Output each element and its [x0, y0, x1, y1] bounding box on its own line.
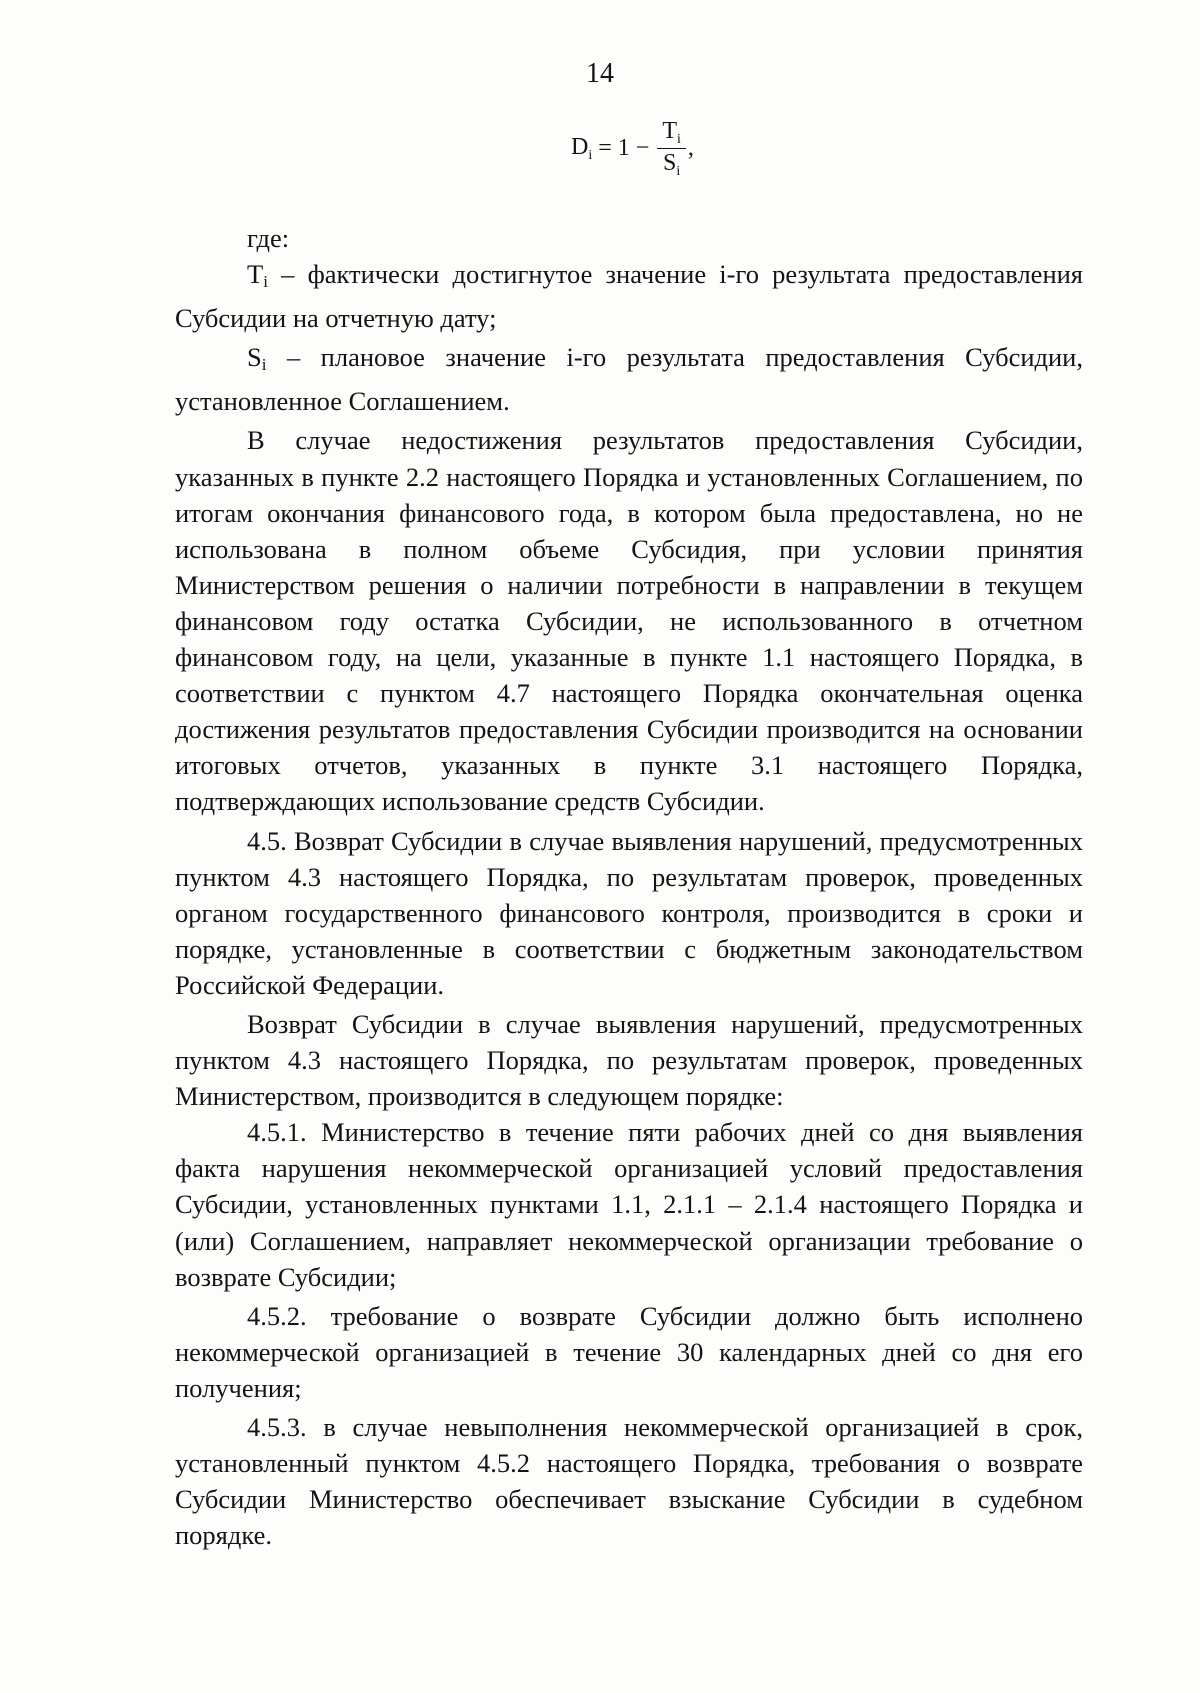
paragraph-return-ministry: Возврат Субсидии в случае выявления нарушений, предусмотренных пунктом 4.3 настоящего Порядка, по результатам проверок, проведенных Министерством, производится в следующем порядке: [175, 1008, 1083, 1112]
paragraph-nondisbursement: В случае недостижения результатов предоставления Субсидии, указанных в пункте 2.2 настоящего Порядка и установленных Соглашением, по итогам окончания финансового года, в котором была предоставлена, но не использована в полном объеме Субсидия, при условии принятия Министерством решения о наличии потребности в направлении в текущем финансовом году остатка Субсидии, не использованного в отчетном финансовом году, на цели, указанные в пункте 1.1 настоящего Порядка, в соответствии с пунктом 4.7 настоящего Порядка окончательная оценка достижения результатов предоставления Субсидии производится на основании итоговых отчетов, указанных в пункте 3.1 настоящего Порядка, подтверждающих использование средств Субсидии. [175, 425, 1083, 817]
formula-comma: , [687, 135, 694, 162]
formula-denominator: $S_i$ [662, 150, 681, 180]
document-body [175, 220, 1083, 1553]
paragraph-4-5-3: 4.5.3. в случае невыполнения некоммерческой организацией в срок, установленный пунктом 4.5.2 настоящего Порядка, требования о возврате Субсидии Министерство обеспечивает взыскание Субсидии в судебном порядке. [175, 1412, 1083, 1551]
formula-equals-one-minus: = 1 − [592, 135, 656, 162]
formula [571, 118, 694, 180]
definition-t: $T_i$ – фактически достигнутое значение i-го результата предоставления Субсидии на отчетную дату; [175, 259, 1083, 334]
formula-fraction [657, 118, 686, 180]
definition-s: $S_i$ – плановое значение i-го результата предоставления Субсидии, установленное Соглашением. [175, 342, 1083, 417]
formula-lhs: $D_i$ [571, 133, 593, 163]
paragraph-4-5-2: 4.5.2. требование о возврате Субсидии должно быть исполнено некоммерческой организацией в течение 30 календарных дней со дня его получения; [175, 1300, 1083, 1403]
formula-numerator: $T_i$ [657, 118, 686, 149]
paragraph-4-5-1: 4.5.1. Министерство в течение пяти рабочих дней со дня выявления факта нарушения некоммерческой организацией условий предоставления Субсидии, установленных пунктами 1.1, 2.1.1 – 2.1.4 настоящего Порядка и (или) Соглашением, направляет некоммерческой организации требование о возврате Субсидии; [175, 1117, 1083, 1292]
where-label: где: [247, 223, 290, 253]
paragraph-4-5: 4.5. Возврат Субсидии в случае выявления нарушений, предусмотренных пунктом 4.3 настоящего Порядка, по результатам проверок, проведенных органом государственного финансового контроля, производится в сроки и порядке, установленные в соответствии с бюджетным законодательством Российской Федерации. [175, 825, 1083, 1000]
page-number: 14 [586, 58, 614, 89]
